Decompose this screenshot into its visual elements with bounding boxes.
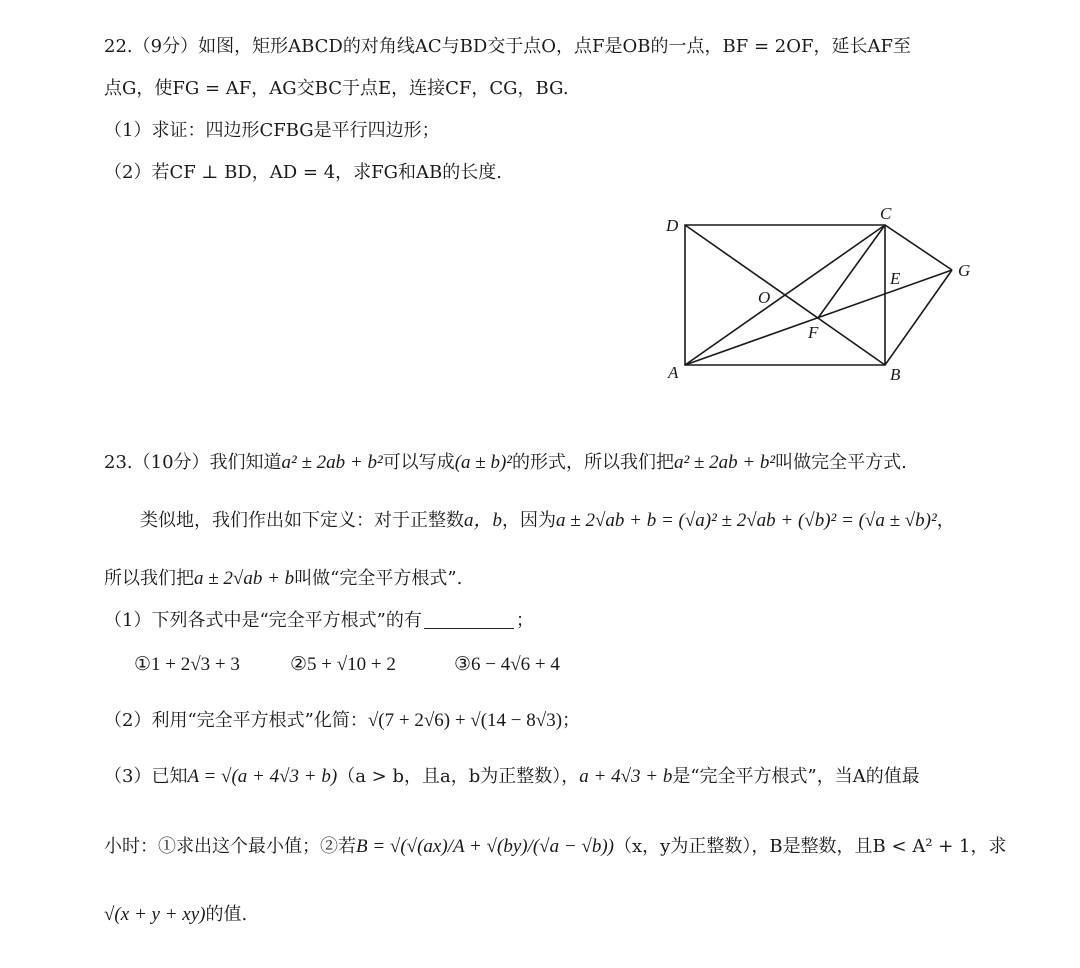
q23-line3-b: 叫做“完全平方根式”.	[294, 568, 463, 589]
label-g: G	[958, 261, 971, 280]
q22-geometry-figure	[660, 200, 980, 390]
q23-part2-text: （2）利用“完全平方根式”化简：	[104, 710, 368, 731]
q23-expr-square: a² ± 2ab + b²	[281, 452, 383, 473]
q23-line2-equation: a ± 2√ab + b = (√a)² ± 2√ab + (√b)² = (√a ± √b)²	[556, 510, 937, 531]
q23-part3-d: 是“完全平方根式”，当A的值最	[672, 766, 920, 787]
option-1: ①1 + 2√3 + 3	[134, 654, 240, 675]
q22-line1-text: 22.（9分）如图，矩形ABCD的对角线AC与BD交于点O，点F是OB的一点，BF = 2OF，延长AF至	[104, 36, 911, 57]
q23-part3-line2-expr: B = √(√(ax)/A + √(by)/(√a − √b))	[356, 836, 615, 857]
q22-part2	[104, 160, 502, 186]
option-2: ②5 + √10 + 2	[290, 654, 396, 675]
q23-line2	[140, 508, 955, 534]
option-3: ③6 − 4√6 + 4	[454, 654, 560, 675]
q23-line2-comma: ，	[936, 510, 955, 531]
answer-blank	[424, 610, 514, 629]
q23-part1	[104, 608, 534, 634]
q23-part3-line2-b: （x，y为正整数），B是整数，且B < A² + 1，求	[614, 836, 1007, 857]
q23-part3-b: （a > b，且a，b为正整数），	[337, 766, 580, 787]
line-cf	[818, 225, 885, 318]
q23-line1-b: 可以写成	[382, 452, 455, 473]
q23-line1	[104, 450, 907, 476]
label-d: D	[666, 216, 679, 235]
label-c: C	[880, 204, 892, 223]
q22-part1	[104, 118, 440, 144]
q23-part3-line2	[104, 834, 1007, 860]
q22-part1-text: （1）求证：四边形CFBG是平行四边形；	[104, 120, 440, 141]
q22-line1	[104, 34, 911, 60]
q22-line2-text: 点G，使FG = AF，AG交BC于点E，连接CF，CG，BG.	[104, 78, 569, 99]
q23-part3-c: a + 4√3 + b	[579, 766, 673, 787]
label-a: A	[668, 363, 679, 382]
q23-line1-d: 叫做完全平方式.	[775, 452, 907, 473]
q23-expr-square-form: (a ± b)²	[454, 452, 512, 473]
q23-line2-ab: a，b	[464, 510, 503, 531]
q23-line2-b: ，因为	[502, 510, 557, 531]
q23-expr-square-2: a² ± 2ab + b²	[673, 452, 776, 473]
q22-line2	[104, 76, 569, 102]
q23-part2-end: ；	[562, 710, 581, 731]
q23-line2-a: 类似地，我们作出如下定义：对于正整数	[140, 510, 464, 531]
q22-part2-text: （2）若CF ⊥ BD，AD = 4，求FG和AB的长度.	[104, 162, 502, 183]
q23-part3-expr: A = √(a + 4√3 + b)	[187, 766, 338, 787]
q23-part3-line3-expr: √(x + y + xy)	[104, 904, 206, 925]
q23-line1-a: 23.（10分）我们知道	[104, 452, 282, 473]
label-f: F	[808, 323, 819, 342]
label-o: O	[758, 288, 771, 307]
q23-part1-text: （1）下列各式中是“完全平方根式”的有	[104, 610, 422, 631]
q23-line3-expr: a ± 2√ab + b	[194, 568, 295, 589]
q23-part3	[104, 764, 920, 790]
q23-part2-expr: √(7 + 2√6) + √(14 − 8√3)	[367, 710, 563, 731]
q23-part3-line3	[104, 902, 247, 928]
label-e: E	[890, 269, 901, 288]
q23-options	[134, 652, 560, 678]
q23-line3	[104, 566, 462, 592]
label-b: B	[890, 365, 901, 384]
line-cg	[885, 225, 952, 270]
q23-part3-line2-a: 小时：①求出这个最小值；②若	[104, 836, 356, 857]
q23-part3-a: （3）已知	[104, 766, 188, 787]
q23-part2	[104, 708, 580, 734]
q23-line1-c: 的形式，所以我们把	[511, 452, 674, 473]
q23-part3-line3-b: 的值.	[205, 904, 248, 925]
q23-line3-a: 所以我们把	[104, 568, 194, 589]
q23-part1-end: ；	[515, 610, 534, 631]
